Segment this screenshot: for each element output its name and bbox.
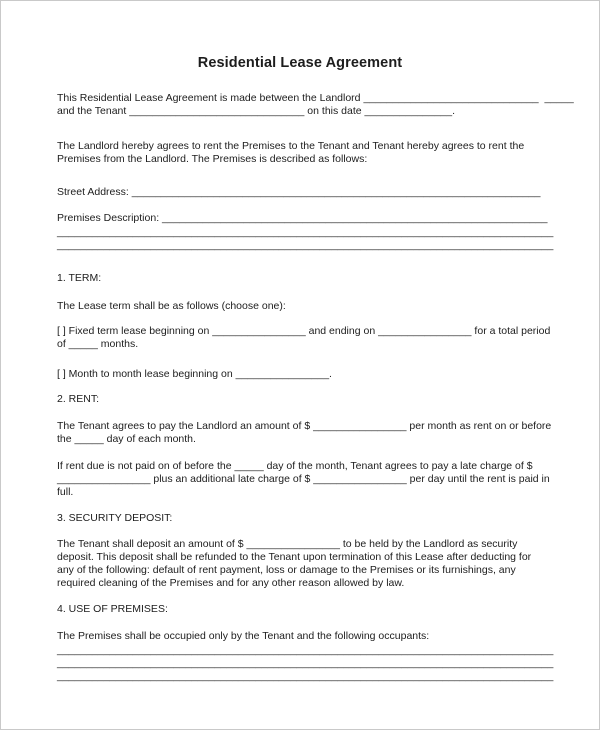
security-deposit-line-3: any of the following: default of rent payment, loss or damage to the Premises or its furnishings, any [57, 564, 516, 576]
rent-payment-line-1: The Tenant agrees to pay the Landlord an amount of $ ________________ per month as rent on or before [57, 420, 552, 432]
section-heading-rent: 2. RENT: [57, 393, 100, 405]
document-content [1, 1, 599, 729]
occupants-line: The Premises shall be occupied only by the Tenant and the following occupants: [57, 630, 430, 642]
security-deposit-paragraph [57, 538, 559, 590]
security-deposit-line-2: deposit. This deposit shall be refunded to the Tenant upon termination of this Lease after deducting for [57, 551, 532, 563]
fixed-term-option-paragraph [57, 325, 559, 351]
blank-line: _____________________________________________________________________________________ [57, 239, 554, 251]
fixed-term-option-line-2: of _____ months. [57, 338, 139, 350]
street-address-field-line: Street Address: ______________________________________________________________________ [57, 186, 541, 198]
premises-description-field-line: Premises Description: __________________________________________________________________ [57, 212, 548, 224]
intro-line-2: and the Tenant ______________________________ on this date _______________. [57, 105, 456, 117]
term-choose-line: The Lease term shall be as follows (choose one): [57, 300, 286, 312]
late-charge-line-3: full. [57, 486, 74, 498]
document-title: Residential Lease Agreement [197, 55, 403, 71]
late-charge-paragraph [57, 460, 559, 499]
fixed-term-option-line-1: [ ] Fixed term lease beginning on ________________ and ending on ________________ for a total period [57, 325, 551, 337]
blank-line: _____________________________________________________________________________________ [57, 644, 554, 656]
section-heading-term: 1. TERM: [57, 272, 102, 284]
rent-payment-line-2: the _____ day of each month. [57, 433, 196, 445]
agreement-line-2: Premises from the Landlord. The Premises is described as follows: [57, 153, 368, 165]
security-deposit-line-4: required cleaning of the Premises and for any other reason allowed by law. [57, 577, 405, 589]
security-deposit-line-1: The Tenant shall deposit an amount of $ ________________ to be held by the Landlord as security [57, 538, 518, 550]
section-heading-use-of-premises: 4. USE OF PREMISES: [57, 603, 168, 615]
month-to-month-option-line: [ ] Month to month lease beginning on ________________. [57, 368, 332, 380]
intro-paragraph [57, 92, 574, 118]
section-heading-security-deposit: 3. SECURITY DEPOSIT: [57, 512, 173, 524]
rent-payment-paragraph [57, 420, 559, 446]
premises-description-blank-lines [57, 226, 559, 252]
blank-line: _____________________________________________________________________________________ [57, 670, 554, 682]
blank-line: _____________________________________________________________________________________ [57, 657, 554, 669]
intro-line-1: This Residential Lease Agreement is made between the Landlord ______________________________ _____ [57, 92, 574, 104]
agreement-paragraph [57, 140, 559, 166]
late-charge-line-2: ________________ plus an additional late charge of $ ________________ per day until the rent is paid in [57, 473, 550, 485]
late-charge-line-1: If rent due is not paid on of before the _____ day of the month, Tenant agrees to pay a late charge of $ [57, 460, 533, 472]
occupants-blank-lines [57, 644, 559, 683]
blank-line: _____________________________________________________________________________________ [57, 226, 554, 238]
agreement-line-1: The Landlord hereby agrees to rent the Premises to the Tenant and Tenant hereby agrees to rent the [57, 140, 525, 152]
